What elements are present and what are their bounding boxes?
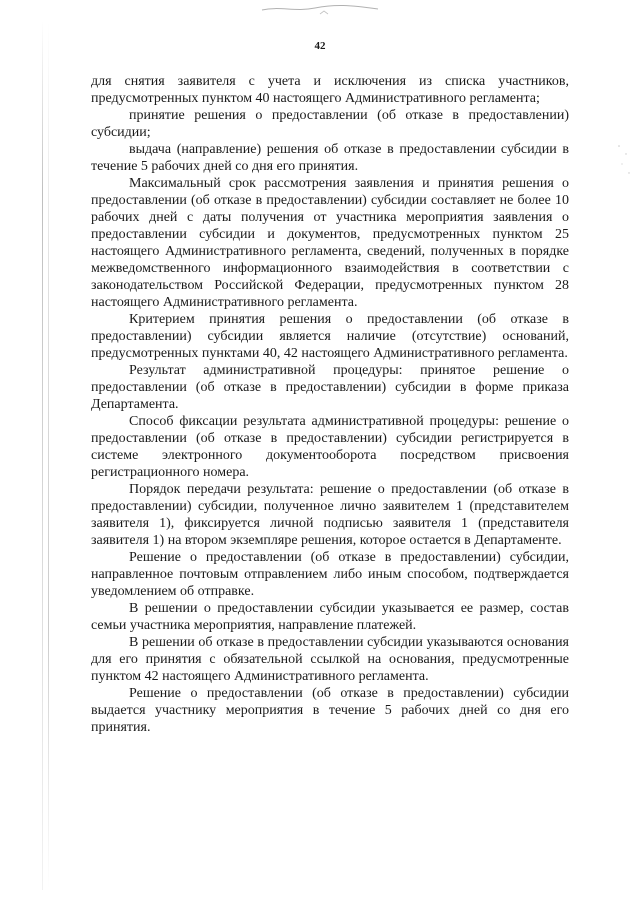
paragraph: Результат административной процедуры: принятое решение о предоставлении (об отказе в предоставлении) субсидии в форме приказа Департамента. [91,363,569,412]
paragraph: Решение о предоставлении (об отказе в предоставлении) субсидии, направленное почтовым отправлением либо иным способом, подтверждается уведомлением об отправке. [91,550,569,599]
paragraph-continuation: для снятия заявителя с учета и исключения из списка участников, предусмотренных пунктом 40 настоящего Административного регламента; [91,74,569,106]
paragraph: Порядок передачи результата: решение о предоставлении (об отказе в предоставлении) субсидии, полученное лично заявителем 1 (представителем заявителя 1), фиксируется личной подписью заявителя 1 (представителя заявителя 1) на втором экземпляре решения, которое остается в Департаменте. [91,482,569,548]
binding-edge-line [42,20,43,890]
binding-edge-shadow [48,20,49,890]
paragraph: Способ фиксации результата административной процедуры: решение о предоставлении (об отказе в предоставлении) субсидии регистрируется в системе электронного документооборота посредством присвоения регистрационного номера. [91,414,569,480]
paragraph: Критерием принятия решения о предоставлении (об отказе в предоставлении) субсидии является наличие (отсутствие) оснований, предусмотренных пунктами 40, 42 настоящего Административного регламента. [91,312,569,361]
scan-artifact-dots [614,140,634,180]
scan-artifact-mark [260,2,380,16]
paragraph: В решении об отказе в предоставлении субсидии указываются основания для его принятия с обязательной ссылкой на основания, предусмотренные пунктом 42 настоящего Административного регламента. [91,635,569,684]
paragraph: принятие решения о предоставлении (об отказе в предоставлении) субсидии; [91,108,569,140]
paragraph: В решении о предоставлении субсидии указывается ее размер, состав семьи участника мероприятия, направление платежей. [91,601,569,633]
paragraph: Максимальный срок рассмотрения заявления и принятия решения о предоставлении (об отказе в предоставлении) субсидии составляет не более 10 рабочих дней с даты получения от участника мероприятия заявления о предоставлении субсидии и документов, предусмотренных пунктом 25 настоящего Административного регламента, сведений, полученных в порядке межведомственного информационного взаимодействия в соответствии с законодательством Российской Федерации, предусмотренных пунктом 28 настоящего Административного регламента. [91,176,569,310]
paragraph: Решение о предоставлении (об отказе в предоставлении) субсидии выдается участнику мероприятия в течение 5 рабочих дней со дня его принятия. [91,686,569,735]
page-number: 42 [314,40,326,52]
paragraph: выдача (направление) решения об отказе в предоставлении субсидии в течение 5 рабочих дней со дня его принятия. [91,142,569,174]
document-body [91,73,569,736]
